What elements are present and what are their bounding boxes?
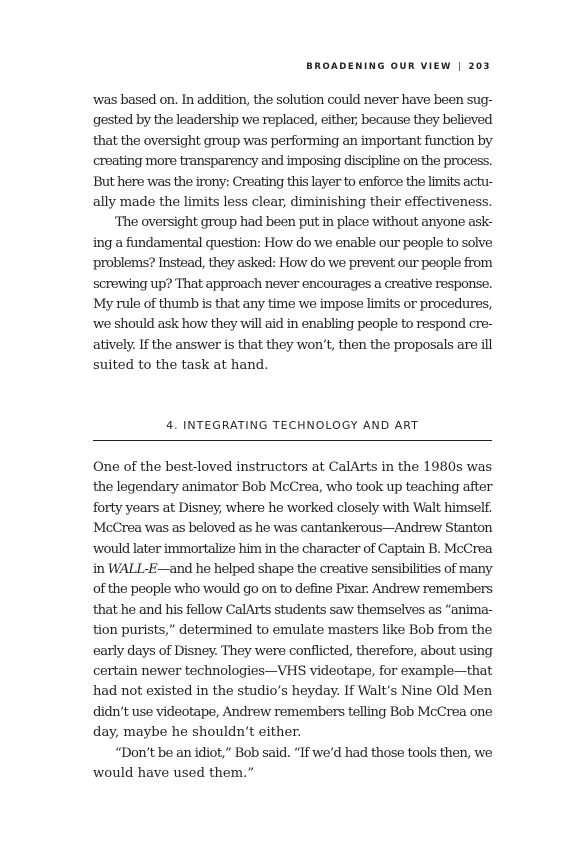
text-line: creating more transparency and imposing discipline on the process. xyxy=(93,154,493,170)
text-line: One of the best-loved instructors at CalArts in the 1980s was xyxy=(93,460,492,475)
paragraph-oversight xyxy=(93,213,492,376)
section-divider xyxy=(93,440,492,441)
text-line: McCrea was as beloved as he was cantankerous—Andrew Stanton xyxy=(93,521,493,537)
text-line: that he and his fellow CalArts students saw themselves as “anima- xyxy=(93,602,493,618)
text-line: atively. If the answer is that they won’t, then the proposals are ill xyxy=(93,337,492,353)
text-line: screwing up? That approach never encourages a creative response. xyxy=(93,276,493,292)
text-fragment: in xyxy=(93,562,108,578)
text-line: that the oversight group was performing an important function by xyxy=(93,133,493,149)
text-line: didn’t use videotape, Andrew remembers telling Bob McCrea one xyxy=(93,704,492,720)
text-line: My rule of thumb is that any time we impose limits or procedures, xyxy=(93,297,492,313)
text-line: the legendary animator Bob McCrea, who took up teaching after xyxy=(93,480,492,496)
text-line: tion purists,” determined to emulate masters like Bob from the xyxy=(93,623,493,639)
text-line: day, maybe he shouldn’t either. xyxy=(93,725,302,741)
text-line: The oversight group had been put in place without anyone ask- xyxy=(115,215,492,231)
text-line: certain newer technologies—VHS videotape, for example—that xyxy=(93,664,492,680)
body-text-section-4 xyxy=(93,458,492,785)
body-text-continued xyxy=(93,91,492,377)
text-line: forty years at Disney, where he worked closely with Walt himself. xyxy=(93,500,493,516)
paragraph-continued xyxy=(93,91,492,213)
text-line: of the people who would go on to define Pixar. Andrew remembers xyxy=(93,582,493,598)
running-head-title: BROADENING OUR VIEW xyxy=(306,62,452,72)
text-line: would later immortalize him in the character of Captain B. McCrea xyxy=(93,541,492,557)
text-line: had not existed in the studio’s heyday. If Walt’s Nine Old Men xyxy=(93,684,492,700)
section-heading: 4. INTEGRATING TECHNOLOGY AND ART xyxy=(166,419,419,432)
paragraph-quote xyxy=(93,744,492,785)
text-line: ally made the limits less clear, diminishing their effectiveness. xyxy=(93,195,493,211)
text-line: ing a fundamental question: How do we enable our people to solve xyxy=(93,235,493,251)
text-line: suited to the task at hand. xyxy=(93,358,269,374)
page-number: 203 xyxy=(468,62,491,72)
paragraph-mccrea xyxy=(93,458,492,744)
text-line: would have used them.” xyxy=(93,766,255,782)
text-line xyxy=(93,560,492,580)
text-line: was based on. In addition, the solution could never have been sug- xyxy=(93,93,493,108)
text-line: But here was the irony: Creating this layer to enforce the limits actu- xyxy=(93,174,492,190)
text-line: “Don’t be an idiot,” Bob said. “If we’d had those tools then, we xyxy=(115,745,493,761)
running-head-separator: | xyxy=(457,62,463,72)
text-line: problems? Instead, they asked: How do we prevent our people from xyxy=(93,256,492,272)
text-line: early days of Disney. They were conflicted, therefore, about using xyxy=(93,643,493,659)
text-line: we should ask how they will aid in enabling people to respond cre- xyxy=(93,317,492,333)
text-fragment: —and he helped shape the creative sensibilities of many xyxy=(157,562,492,578)
film-title: WALL-E xyxy=(107,562,158,578)
running-head xyxy=(306,62,491,72)
text-line: gested by the leadership we replaced, either, because they believed xyxy=(93,113,492,129)
